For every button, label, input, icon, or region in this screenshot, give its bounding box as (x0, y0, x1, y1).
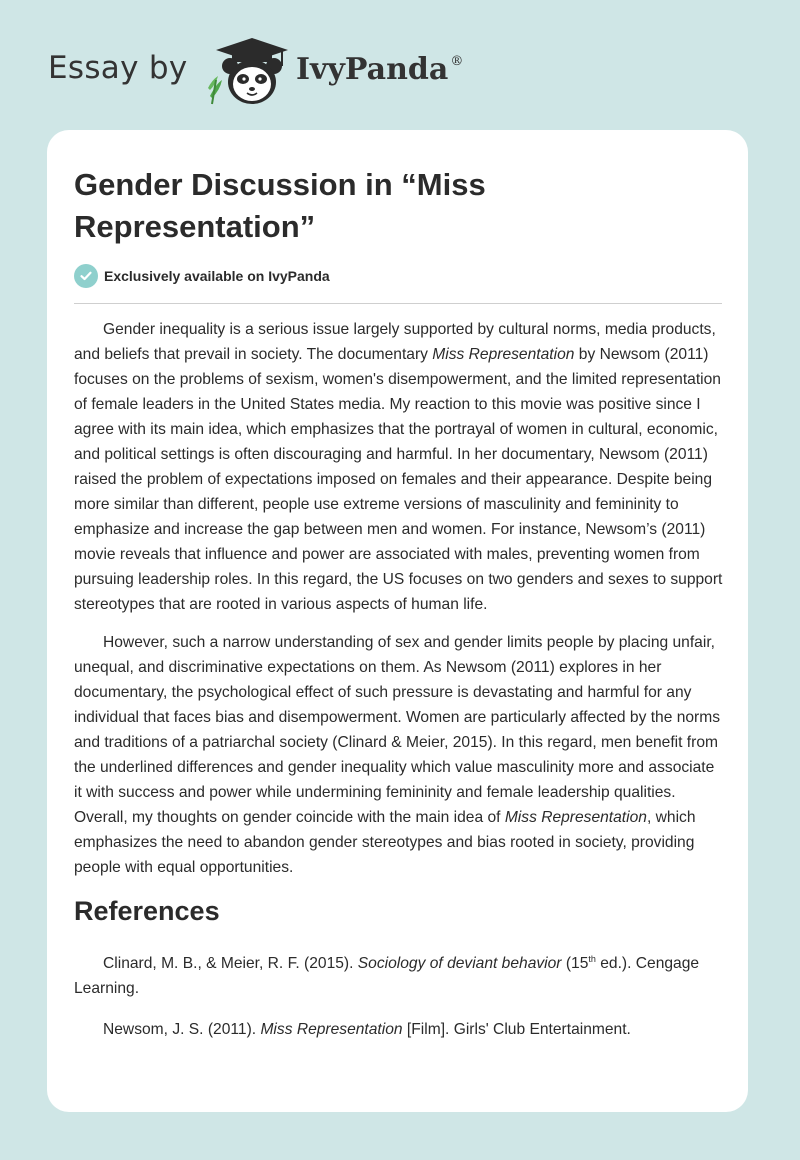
reference-item (74, 1017, 724, 1042)
brand-text: IvyPanda (296, 52, 449, 87)
paragraph (74, 630, 724, 880)
reference-item (74, 947, 724, 1001)
essay-body (74, 317, 724, 1058)
page-title: Gender Discussion in “Miss Representation” (74, 167, 486, 244)
reference-title: Miss Representation (260, 1021, 403, 1039)
panda-graduate-icon[interactable] (202, 36, 294, 108)
reference-text: [Film]. Girls' Club Entertainment. (402, 1021, 631, 1039)
paragraph-text: , which emphasizes the need to abandon gender stereotypes and bias rooted in society, providing people with equal opportunities. (74, 809, 696, 876)
badge-label: Exclusively available on IvyPanda (104, 268, 330, 284)
exclusive-badge (74, 264, 330, 288)
brand-name[interactable] (296, 52, 463, 87)
essay-by-label: Essay by (48, 50, 188, 86)
references-heading: References (74, 896, 220, 926)
registered-mark: ® (450, 54, 464, 69)
check-icon (74, 264, 98, 288)
site-header (0, 0, 800, 130)
reference-text: Clinard, M. B., & Meier, R. F. (2015). (103, 955, 358, 973)
reference-text: (15 (561, 955, 589, 973)
reference-text: ed.). Cengage Learning. (74, 955, 700, 998)
paragraph-text: However, such a narrow understanding of sex and gender limits people by placing unfair, unequal, and discriminative expectations on them. As Newsom (2011) explores in her documentary, the psychological effect of such pressure is devastating and harmful for any individual that faces bias and disempowerment. Women are particularly affected by the norms and traditions of a patriarchal society (Clinard & Meier, 2015). In this regard, men benefit from the underlined differences and gender inequality which value masculinity more and associate it with success and power while undermining femininity and female leadership qualities. Overall, my thoughts on gender coincide with the main idea of (74, 634, 721, 826)
reference-title: Sociology of deviant behavior (357, 955, 562, 973)
divider (74, 303, 722, 304)
essay-card (47, 130, 748, 1112)
paragraph (74, 317, 724, 617)
reference-text: Newsom, J. S. (2011). (103, 1021, 261, 1039)
paragraph-text: by Newsom (2011) focuses on the problems of sexism, women's disempowerment, and the limited representation of female leaders in the United States media. My reaction to this movie was positive since I agree with its main idea, which emphasizes that the portrayal of women in cultural, economic, and political settings is often discouraging and harmful. In her documentary, Newsom (2011) raised the problem of expectations imposed on females and their appearance. Despite being more similar than different, people use extreme versions of masculinity and femininity to emphasize and increase the gap between men and women. For instance, Newsom’s (2011) movie reveals that influence and power are associated with males, preventing women from pursuing leadership roles. In this regard, the US focuses on two genders and sexes to support stereotypes that are rooted in various aspects of human life. (74, 346, 723, 613)
reference-superscript: th (588, 954, 596, 964)
paragraph-text: Gender inequality is a serious issue largely supported by cultural norms, media products, and beliefs that prevail in society. The documentary (74, 321, 716, 363)
film-title: Miss Representation (432, 346, 575, 363)
film-title: Miss Representation (504, 809, 647, 826)
